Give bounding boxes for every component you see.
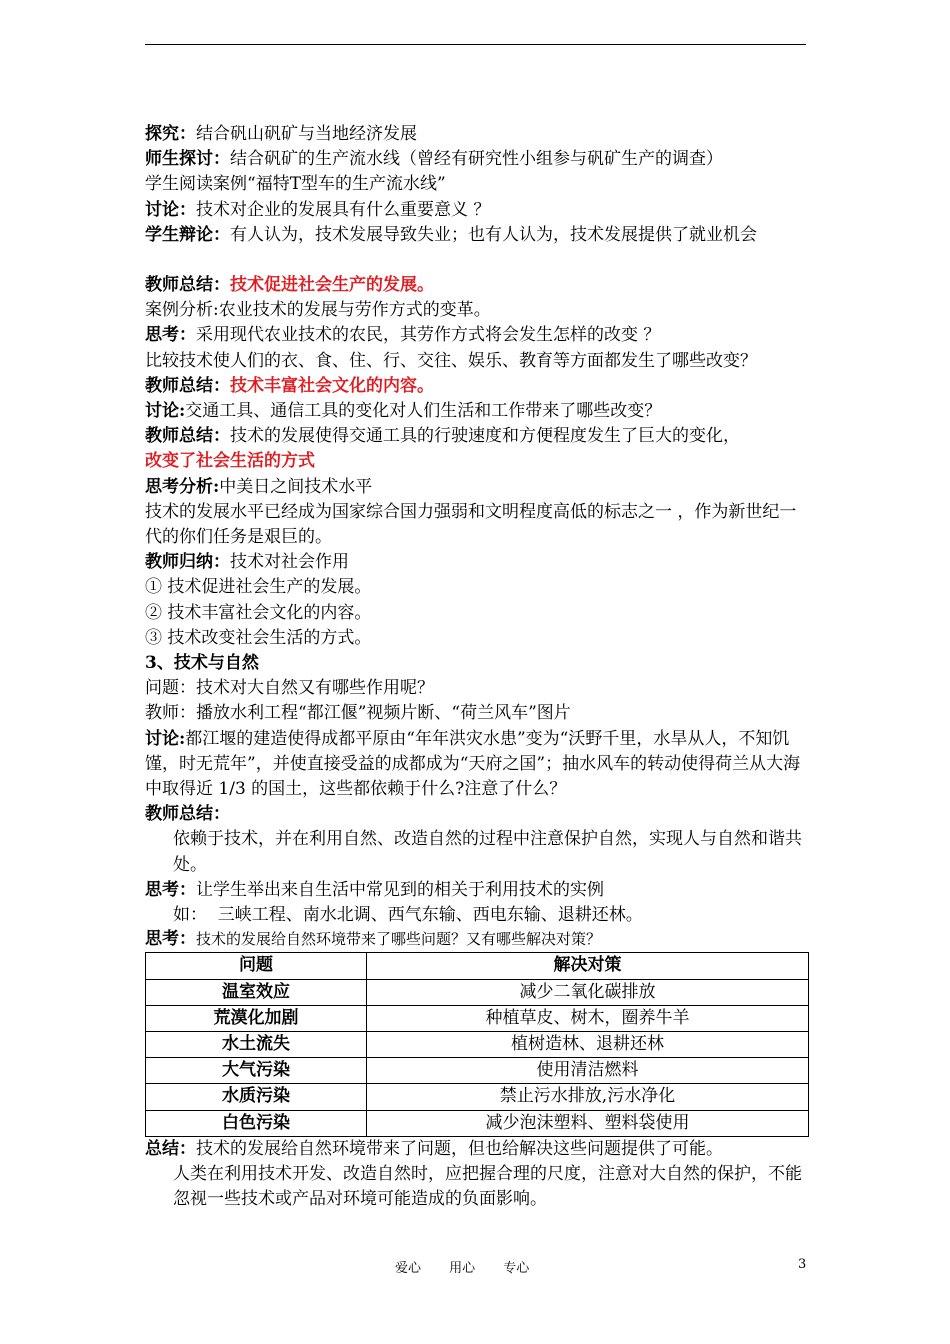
highlight-text: 技术促进社会生产的发展。	[230, 275, 434, 296]
text: 人类在利用技术开发、改造自然时，应把握合理的尺度，注意对大自然的保护，不能忽视一些技术或产品对环境可能造成的负面影响。	[173, 1163, 802, 1210]
paragraph	[145, 273, 810, 298]
text: 都江堰的建造使得成都平原由“年年洪灾水患”变为“沃野千里，水旱从人，不知饥馑，时无荒年”，并使直接受益的成都成为“天府之国”；抽水风车的转动使得荷兰从大海中取得近 1/3 的国土，这些都依赖于什么?注意了什么？	[145, 728, 801, 800]
paragraph	[145, 1162, 810, 1212]
table-row	[146, 1084, 809, 1110]
text: 结合矾山矾矿与当地经济发展	[196, 124, 417, 144]
paragraph	[145, 475, 810, 500]
solution-cell: 减少泡沫塑料、塑料袋使用	[367, 1110, 809, 1136]
problem-cell: 白色污染	[146, 1110, 367, 1136]
paragraph	[145, 374, 810, 399]
text: ② 技术丰富社会文化的内容。	[145, 602, 372, 623]
text: 学生阅读案例“福特T型车的生产流水线”	[145, 174, 446, 195]
text: 交通工具、通信工具的变化对人们生活和工作带来了哪些改变？	[185, 401, 662, 422]
table-row	[146, 1058, 809, 1084]
paragraph	[145, 349, 810, 374]
table-row	[146, 1110, 809, 1136]
paragraph	[145, 323, 810, 348]
paragraph	[145, 122, 810, 147]
list-item	[145, 626, 810, 651]
paragraph	[145, 676, 810, 701]
paragraph	[145, 424, 810, 449]
text: 中美日之间技术水平	[219, 476, 373, 497]
label: 思考：	[145, 325, 196, 346]
solution-cell: 禁止污水排放,污水净化	[367, 1084, 809, 1110]
solution-cell: 使用清洁燃料	[367, 1058, 809, 1084]
paragraph	[145, 928, 810, 950]
label: 讨论:	[145, 728, 186, 749]
highlight-text: 技术丰富社会文化的内容。	[230, 375, 434, 396]
text: 技术的发展给自然环境带来了问题，但也给解决这些问题提供了可能。	[196, 1138, 723, 1159]
problem-cell: 水质污染	[146, 1084, 367, 1110]
paragraph	[145, 298, 810, 323]
problem-cell: 温室效应	[146, 979, 367, 1005]
paragraph	[145, 727, 810, 803]
text: 技术对企业的发展具有什么重要意义 ？	[196, 199, 491, 220]
paragraph	[145, 399, 810, 424]
label: 教师总结：	[145, 426, 230, 447]
paragraph	[145, 1137, 810, 1162]
solution-cell: 种植草皮、树木，圈养牛羊	[367, 1005, 809, 1031]
paragraph	[145, 827, 810, 877]
paragraph	[145, 550, 810, 575]
text: 比较技术使人们的衣、食、住、行、交往、娱乐、教育等方面都发生了哪些改变？	[145, 350, 757, 371]
highlight-text: 改变了社会生活的方式	[145, 451, 315, 472]
table-header-row	[146, 953, 809, 979]
label: 教师总结：	[145, 375, 230, 396]
footer-motto: 爱心 用心 专心	[395, 1261, 530, 1276]
paragraph	[145, 147, 810, 172]
label: 教师归纳：	[145, 552, 230, 573]
paragraph	[145, 500, 810, 550]
solution-cell: 植树造林、退耕还林	[367, 1031, 809, 1057]
text: 如： 三峡工程、南水北调、西气东输、西电东输、退耕还林。	[173, 905, 643, 926]
text: 问题：技术对大自然又有哪些作用呢？	[145, 678, 434, 699]
text: 教师：播放水利工程“都江偃”视频片断、“荷兰风车”图片	[145, 703, 571, 724]
list-item	[145, 575, 810, 600]
paragraph	[145, 878, 810, 903]
label: 思考：	[145, 929, 196, 950]
paragraph	[145, 903, 810, 928]
label: 教师总结：	[145, 804, 230, 825]
table-row	[146, 979, 809, 1005]
text: ① 技术促进社会生产的发展。	[145, 577, 372, 598]
document-body	[145, 122, 810, 1212]
text: 技术的发展使得交通工具的行驶速度和方便程度发生了巨大的变化，	[230, 426, 740, 447]
label: 讨论:	[145, 401, 186, 422]
page-number: 3	[798, 1257, 807, 1272]
label: 学生辩论：	[145, 224, 230, 245]
paragraph	[145, 449, 810, 474]
section-heading: 3、技术与自然	[145, 653, 259, 674]
text: 技术对社会作用	[230, 552, 349, 573]
table-row	[146, 1005, 809, 1031]
label: 教师总结：	[145, 275, 230, 296]
label: 探究：	[145, 124, 196, 144]
solution-cell: 减少二氧化碳排放	[367, 979, 809, 1005]
text: 采用现代农业技术的农民，其劳作方式将会发生怎样的改变 ？	[196, 325, 661, 346]
table-row	[146, 1031, 809, 1057]
page-footer	[0, 1257, 950, 1279]
text: 结合矾矿的生产流水线（曾经有研究性小组参与矾矿生产的调查）	[230, 149, 723, 170]
column-header: 解决对策	[367, 953, 809, 979]
problem-cell: 水土流失	[146, 1031, 367, 1057]
paragraph	[145, 701, 810, 726]
paragraph	[145, 198, 810, 223]
column-header: 问题	[146, 953, 367, 979]
label: 思考分析:	[145, 476, 220, 497]
list-item	[145, 601, 810, 626]
label: 师生探讨：	[145, 149, 230, 170]
label: 思考：	[145, 879, 196, 900]
text: 案例分析:农业技术的发展与劳作方式的变革。	[145, 300, 491, 321]
problem-cell: 大气污染	[146, 1058, 367, 1084]
problem-cell: 荒漠化加剧	[146, 1005, 367, 1031]
issues-table	[145, 952, 809, 1136]
paragraph	[145, 223, 810, 248]
text: 技术的发展给自然环境带来了哪些问题？又有哪些解决对策？	[196, 930, 602, 949]
label: 讨论：	[145, 199, 196, 220]
text: ③ 技术改变社会生活的方式。	[145, 627, 372, 648]
header-rule	[145, 44, 806, 45]
text: 技术的发展水平已经成为国家综合国力强弱和文明程度高低的标志之一 ，作为新世纪一代的你们任务是艰巨的。	[145, 501, 797, 548]
label: 总结：	[145, 1138, 196, 1159]
spacer	[145, 248, 810, 273]
text: 有人认为，技术发展导致失业；也有人认为，技术发展提供了就业机会	[230, 224, 757, 245]
paragraph	[145, 172, 810, 197]
text: 让学生举出来自生活中常见到的相关于利用技术的实例	[196, 879, 604, 900]
text: 依赖于技术，并在利用自然、改造自然的过程中注意保护自然，实现人与自然和谐共处。	[173, 829, 802, 875]
